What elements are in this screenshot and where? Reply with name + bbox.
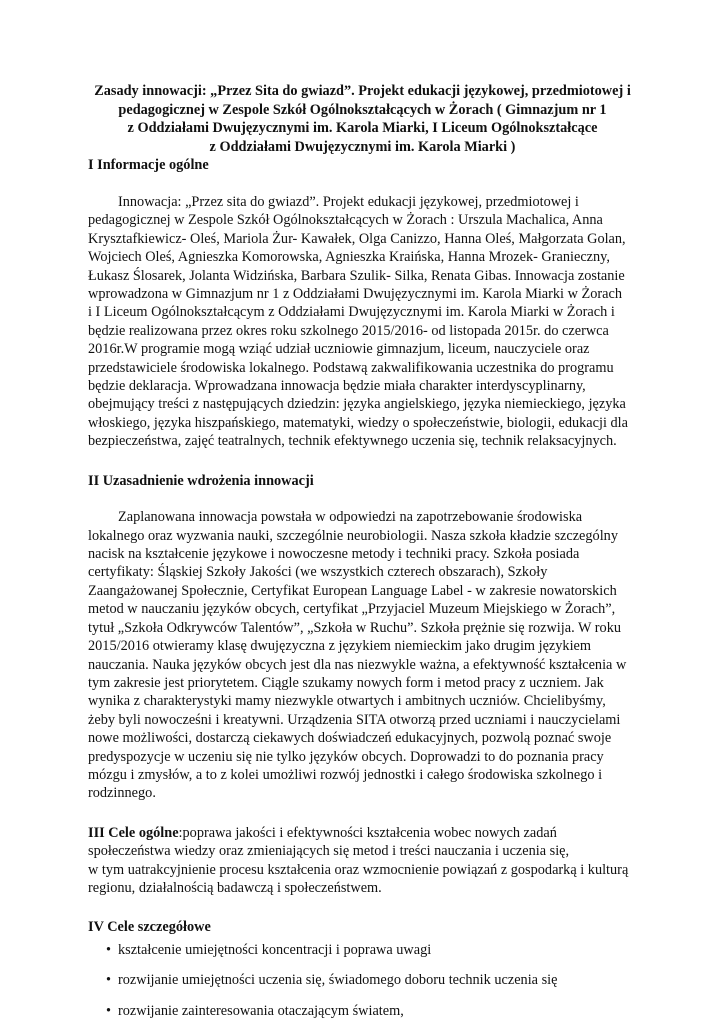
- section-1-line: będzie realizowana przez okres roku szkolnego 2015/2016- od listopada 2015r. do czerwca: [88, 322, 609, 339]
- section-3-first-line: [88, 824, 637, 842]
- bullet-icon: •: [106, 972, 112, 989]
- list-item-text: rozwijanie umiejętności uczenia się, świadomego doboru technik uczenia się: [118, 972, 558, 989]
- list-item-text: rozwijanie zainteresowania otaczającym światem,: [118, 1002, 404, 1019]
- section-1-line: wprowadzona w Gimnazjum nr 1 z Oddziałami Dwujęzycznymi im. Karola Miarki w Żorach: [88, 286, 622, 302]
- section-2-line: 2015/2016 otwieramy klasę dwujęzyczna z językiem niemieckim jako drugim językiem: [88, 638, 592, 655]
- section-4-heading: IV Cele szczegółowe: [88, 919, 211, 936]
- section-1-line: Wojciech Oleś, Agnieszka Komorowska, Agnieszka Kraińska, Hanna Mrozek- Granieczny,: [88, 249, 610, 266]
- section-1-line: Łukasz Ślosarek, Jolanta Widzińska, Barbara Szulik- Silka, Renata Gibas. Innowacja zostanie: [88, 267, 625, 284]
- list-item: [106, 1002, 637, 1020]
- title-line: pedagogicznej w Zespole Szkół Ogólnokształcących w Żorach ( Gimnazjum nr 1: [118, 101, 607, 118]
- section-2-body: [88, 508, 637, 803]
- title-line: z Oddziałami Dwujęzycznymi im. Karola Miarki, I Liceum Ogólnokształcące: [127, 120, 598, 137]
- section-1-line: włoskiego, języka hiszpańskiego, matematyki, wiedzy o społeczeństwie, biologii, edukacji dla: [88, 414, 628, 431]
- section-2-line: mózgu i zmysłów, a to z kolei umożliwi rozwój jednostki i całego środowiska szkolnego i: [88, 766, 603, 783]
- section-1-line: i I Liceum Ogólnokształcącym z Oddziałami Dwujęzycznymi im. Karola Miarki w Żorach i: [88, 304, 615, 321]
- section-2-line: metod w nauczaniu języków obcych, certyfikat „Przyjaciel Muzeum Miejskiego w Żorach”,: [88, 601, 616, 618]
- bullet-icon: •: [106, 1002, 112, 1019]
- section-2-line: tym zakresie jest priorytetem. Ciągle szukamy nowych form i metod pracy z uczniem. Jak: [88, 674, 604, 691]
- section-1-heading: I Informacje ogólne: [88, 157, 209, 174]
- section-3-line: społeczeństwa wiedzy oraz zmieniających się metod i treści nauczania i uczenia się,: [88, 843, 570, 860]
- section-2-line: Zaangażowanej Społecznie, Certyfikat European Language Label - w zakresie nowatorskich: [88, 582, 617, 599]
- section-2-line: predyspozycje w uczeniu się nie tylko języków obcych. Doprowadzi to do poznania pracy: [88, 748, 604, 765]
- list-item: [106, 971, 637, 989]
- section-2-line: wynika z charakterystyki mamy niezwykle otwartych i ambitnych uczniów. Chcielibyśmy,: [88, 693, 606, 710]
- section-1-body: [88, 193, 637, 451]
- section-1-line: pedagogicznej w Zespole Szkół Ogólnokształcących w Żorach : Urszula Machalica, Anna: [88, 212, 603, 229]
- section-1-line: Innowacja: „Przez sita do gwiazd”. Projekt edukacji językowej, przedmiotowej i: [118, 193, 579, 210]
- list-item: [106, 941, 637, 959]
- section-3-line: regionu, działalnością badawczą i społeczeństwem.: [88, 879, 382, 896]
- section-3-line: w tym uatrakcyjnienie procesu kształcenia oraz wzmocnienie powiązań z gospodarką i kulturą: [88, 861, 629, 878]
- bullet-icon: •: [106, 941, 112, 958]
- section-2-line: rodzinnego.: [88, 785, 156, 802]
- section-2-line: żeby byli nowocześni i kreatywni. Urządzenia SITA otworzą przed uczniami i nauczycielami: [88, 711, 621, 728]
- section-1-line: Krysztafkiewicz- Oleś, Mariola Żur- Kawałek, Olga Canizzo, Hanna Oleś, Małgorzata Golan,: [88, 230, 626, 247]
- title-line: Zasady innowacji: „Przez Sita do gwiazd”. Projekt edukacji językowej, przedmiotowej i: [94, 83, 631, 99]
- title-line: z Oddziałami Dwujęzycznymi im. Karola Miarki ): [209, 138, 516, 155]
- section-3-intro: :poprawa jakości i efektywności kształcenia wobec nowych zadań: [178, 824, 557, 841]
- section-1-line: bezpieczeństwa, zajęć teatralnych, technik efektywnego uczenia się, technik relaksacyjnych.: [88, 433, 617, 450]
- section-3-heading: III Cele ogólne: [88, 824, 179, 841]
- section-2-line: tytuł „Szkoła Odkrywców Talentów”, „Szkoła w Ruchu”. Szkoła prężnie się rozwija. W roku: [88, 619, 622, 636]
- document-title: [88, 82, 637, 156]
- section-2-line: lokalnego oraz wyzwania nauki, szczególnie neurobiologii. Nasza szkoła kładzie szczególny: [88, 527, 618, 544]
- section-2-line: nacisk na kształcenie językowe i nowoczesne metody i techniki pracy. Szkoła posiada: [88, 546, 580, 563]
- section-2-line: Zaplanowana innowacja powstała w odpowiedzi na zapotrzebowanie środowiska: [118, 509, 583, 526]
- section-1-line: przedstawiciele środowiska lokalnego. Podstawą zakwalifikowania uczestnika do programu: [88, 359, 614, 376]
- section-2-line: certyfikaty: Śląskiej Szkoły Jakości (we wszystkich czterech obszarach), Szkoły: [88, 564, 548, 581]
- section-1-line: będzie deklaracja. Wprowadzana innowacja będzie miała charakter interdyscyplinarny,: [88, 378, 586, 395]
- list-item-text: kształcenie umiejętności koncentracji i poprawa uwagi: [118, 941, 432, 958]
- section-3-body: [88, 824, 637, 898]
- section-2-line: nowe możliwości, dostarczą ciekawych doświadczeń edukacyjnych, pozwolą poznać swoje: [88, 730, 612, 747]
- section-1-line: obejmujący treści z następujących dziedzin: języka angielskiego, języka niemieckiego, języka: [88, 396, 626, 413]
- section-1-line: 2016r.W programie mogą wziąć udział uczniowie gimnazjum, liceum, nauczyciele oraz: [88, 341, 590, 358]
- section-2-line: nauczania. Nauka języków obcych jest dla nas niezwykle ważna, a efektywność kształcenia w: [88, 656, 627, 673]
- objectives-list: [88, 941, 637, 1020]
- section-2-heading: II Uzasadnienie wdrożenia innowacji: [88, 472, 314, 489]
